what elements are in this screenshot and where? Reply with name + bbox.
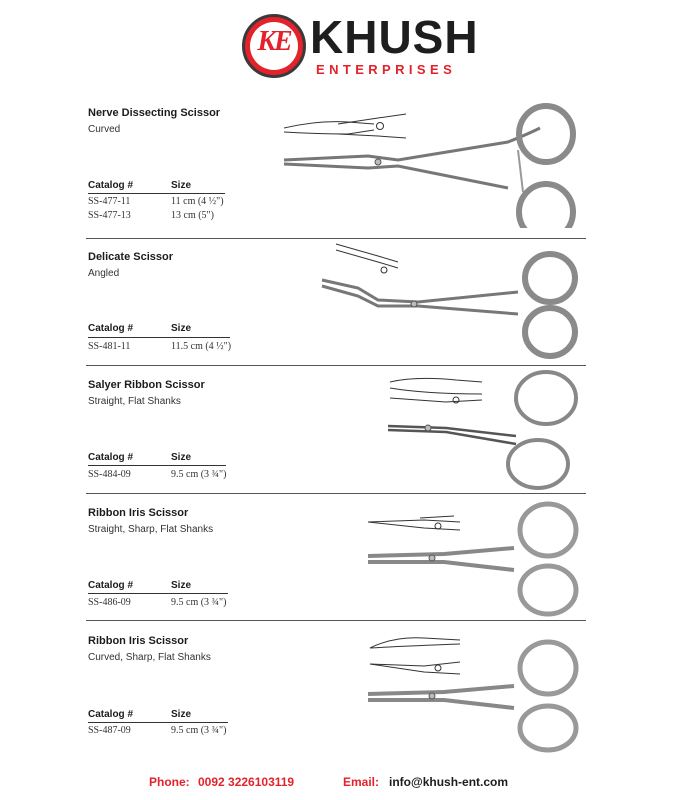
catalog-number: SS-477-11 [88,196,131,207]
salyer-ribbon-scissor-illustration [386,368,586,490]
phone-number[interactable]: 0092 3226103119 [198,775,295,789]
product-subtitle: Angled [88,268,120,279]
email-address[interactable]: info@khush-ent.com [389,775,509,789]
size-header: Size [171,452,192,463]
catalog-header: Catalog # [88,180,134,191]
header-underline [88,337,230,338]
size-value: 9.5 cm (3 ¾") [171,469,227,480]
header-underline [88,722,228,723]
product-subtitle: Curved [88,124,121,135]
product-title: Ribbon Iris Scissor [88,635,189,647]
header-underline [88,193,225,194]
catalog-number: SS-484-09 [88,469,131,480]
product-title: Nerve Dissecting Scissor [88,107,221,119]
catalog-number: SS-477-13 [88,210,131,221]
product-title: Delicate Scissor [88,251,173,263]
section-divider [86,620,586,621]
header-underline [88,465,226,466]
product-title: Ribbon Iris Scissor [88,507,189,519]
ribbon-iris-curved-scissor-illustration [364,624,586,754]
phone-label: Phone: [149,775,190,789]
size-header: Size [171,180,192,191]
size-value: 11 cm (4 ½") [171,196,224,207]
email-label: Email: [343,775,380,789]
section-divider [86,365,586,366]
header-underline [88,593,228,594]
size-value: 13 cm (5") [171,210,214,221]
catalog-header: Catalog # [88,323,134,334]
catalog-number: SS-481-11 [88,341,131,352]
catalog-header: Catalog # [88,709,134,720]
catalog-number: SS-487-09 [88,725,131,736]
section-divider [86,238,586,239]
logo-monogram: KE [257,26,291,57]
section-divider [86,493,586,494]
product-subtitle: Straight, Sharp, Flat Shanks [88,524,214,535]
brand-logo [242,11,479,80]
brand-subtitle: ENTERPRISES [316,62,457,77]
size-value: 9.5 cm (3 ¾") [171,597,227,608]
size-value: 11.5 cm (4 ½") [171,341,232,352]
size-header: Size [171,709,192,720]
product-subtitle: Straight, Flat Shanks [88,396,181,407]
catalog-header: Catalog # [88,580,134,591]
product-title: Salyer Ribbon Scissor [88,379,205,391]
delicate-scissor-illustration [318,240,588,360]
size-value: 9.5 cm (3 ¾") [171,725,227,736]
brand-name: KHUSH [310,11,479,63]
catalog-header: Catalog # [88,452,134,463]
catalog-number: SS-486-09 [88,597,131,608]
size-header: Size [171,323,192,334]
size-header: Size [171,580,192,591]
product-subtitle: Curved, Sharp, Flat Shanks [88,652,211,663]
nerve-dissecting-scissor-illustration [278,98,588,228]
ribbon-iris-straight-scissor-illustration [364,496,586,618]
